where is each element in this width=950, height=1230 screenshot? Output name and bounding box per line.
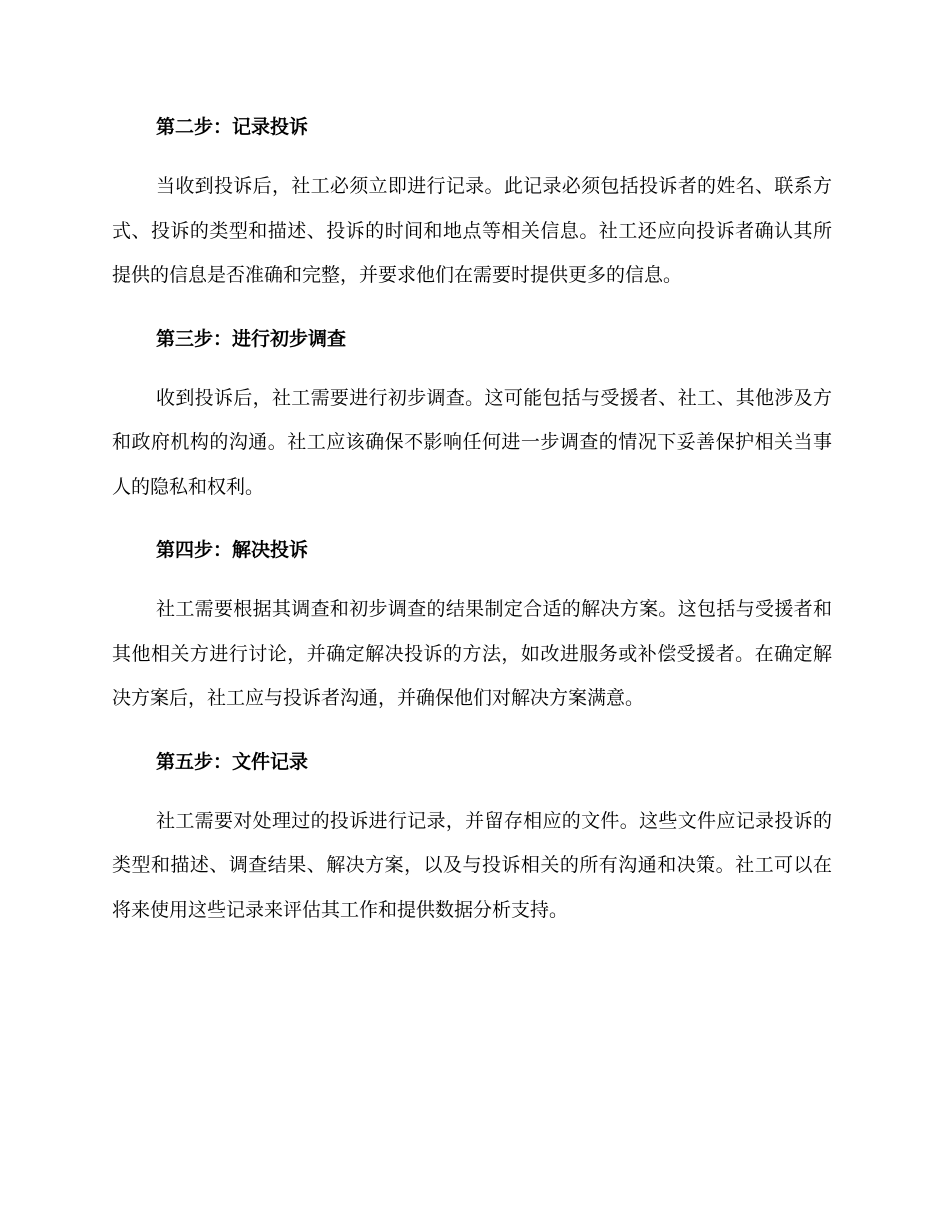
section-heading: 第三步：进行初步调查 bbox=[156, 327, 347, 350]
section-step-5 bbox=[112, 747, 832, 933]
section-heading: 第四步：解决投诉 bbox=[156, 539, 309, 561]
section-paragraph: 收到投诉后，社工需要进行初步调查。这可能包括与受援者、社工、其他涉及方和政府机构的沟通。社工应该确保不影响任何进一步调查的情况下妥善保护相关当事人的隐私和权利。 bbox=[112, 386, 832, 498]
section-paragraph: 社工需要根据其调查和初步调查的结果制定合适的解决方案。这包括与受援者和其他相关方进行讨论，并确定解决投诉的方法，如改进服务或补偿受援者。在确定解决方案后，社工应与投诉者沟通，并确保他们对解决方案满意。 bbox=[112, 598, 832, 709]
section-heading: 第二步：记录投诉 bbox=[156, 116, 309, 138]
section-paragraph: 社工需要对处理过的投诉进行记录，并留存相应的文件。这些文件应记录投诉的类型和描述、调查结果、解决方案，以及与投诉相关的所有沟通和决策。社工可以在将来使用这些记录来评估其工作和提供数据分析支持。 bbox=[112, 809, 832, 921]
section-heading: 第五步：文件记录 bbox=[156, 750, 309, 773]
section-step-2 bbox=[112, 112, 832, 298]
section-step-3 bbox=[112, 324, 832, 510]
section-paragraph: 当收到投诉后，社工必须立即进行记录。此记录必须包括投诉者的姓名、联系方式、投诉的类型和描述、投诉的时间和地点等相关信息。社工还应向投诉者确认其所提供的信息是否准确和完整，并要求他们在需要时提供更多的信息。 bbox=[112, 175, 832, 286]
section-step-4 bbox=[112, 535, 832, 721]
